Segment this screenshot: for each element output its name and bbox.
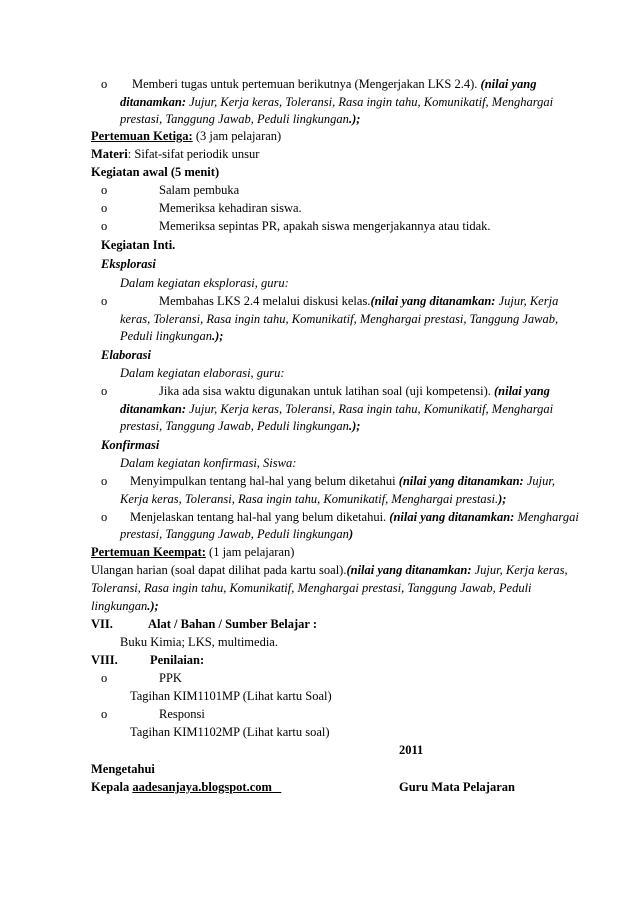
signature-mengetahui: Mengetahui (91, 762, 155, 776)
bullet: o (101, 294, 108, 308)
bullet: o (101, 183, 108, 197)
bullet: o (101, 510, 108, 524)
bullet: o (101, 77, 108, 91)
section-vii-title: Alat / Bahan / Sumber Belajar : (148, 617, 317, 631)
konfirmasi-heading: Konfirmasi (101, 438, 160, 452)
penilaian-item-detail: Tagihan KIM1101MP (Lihat kartu Soal) (130, 689, 332, 703)
section-viii-number: VIII. (91, 653, 118, 667)
bullet: o (101, 671, 108, 685)
bullet: o (101, 219, 108, 233)
elaborasi-item-line3: prestasi, Tanggung Jawab, Peduli lingkungan.); (120, 419, 361, 433)
penilaian-item-label: Responsi (159, 707, 205, 721)
kegiatan-awal-heading: Kegiatan awal (5 menit) (91, 165, 220, 179)
elaborasi-item-line1: Jika ada sisa waktu digunakan untuk latihan soal (uji kompetensi). (nilai yang (159, 384, 550, 398)
bullet: o (101, 201, 108, 215)
penilaian-item-detail: Tagihan KIM1102MP (Lihat kartu soal) (130, 725, 330, 739)
pertemuan-keempat-heading: Pertemuan Keempat: (1 jam pelajaran) (91, 545, 295, 559)
konfirmasi-item1-line2: Kerja keras, Toleransi, Rasa ingin tahu, Komunikatif, Menghargai prestasi.); (120, 492, 507, 506)
elaborasi-heading: Elaborasi (101, 348, 152, 362)
section-vii-number: VII. (91, 617, 113, 631)
bullet: o (101, 707, 108, 721)
pertemuan-keempat-line3: lingkungan.); (91, 599, 159, 613)
konfirmasi-item2-line2: prestasi, Tanggung Jawab, Peduli lingkungan) (120, 527, 354, 541)
penilaian-item-label: PPK (159, 671, 182, 685)
bullet: o (101, 474, 108, 488)
kegiatan-inti-heading: Kegiatan Inti. (101, 238, 176, 252)
pertemuan-keempat-line2: Toleransi, Rasa ingin tahu, Komunikatif, Menghargai prestasi, Tanggung Jawab, Peduli (91, 581, 532, 595)
eksplorasi-intro: Dalam kegiatan eksplorasi, guru: (120, 276, 289, 290)
awal-item: Salam pembuka (159, 183, 240, 197)
signature-kepala: Kepala aadesanjaya.blogspot.com (91, 780, 282, 794)
memberi-tugas-line2: ditanamkan: Jujur, Kerja keras, Toleransi, Rasa ingin tahu, Komunikatif, Menghargai (120, 95, 554, 109)
eksplorasi-item-line3: Peduli lingkungan.); (120, 329, 224, 343)
konfirmasi-intro: Dalam kegiatan konfirmasi, Siswa: (120, 456, 297, 470)
bullet: o (101, 384, 108, 398)
signature-guru: Guru Mata Pelajaran (399, 780, 515, 794)
memberi-tugas-line1: Memberi tugas untuk pertemuan berikutnya (Mengerjakan LKS 2.4). (nilai yang (132, 77, 537, 91)
signature-year: 2011 (399, 743, 424, 757)
eksplorasi-item-line1: Membahas LKS 2.4 melalui diskusi kelas.(nilai yang ditanamkan: Jujur, Kerja (159, 294, 559, 308)
elaborasi-intro: Dalam kegiatan elaborasi, guru: (120, 366, 285, 380)
konfirmasi-item2-line1: Menjelaskan tentang hal-hal yang belum diketahui. (nilai yang ditanamkan: Menghargai (130, 510, 579, 524)
section-vii-content: Buku Kimia; LKS, multimedia. (120, 635, 278, 649)
pertemuan-keempat-line1: Ulangan harian (soal dapat dilihat pada kartu soal).(nilai yang ditanamkan: Jujur, Kerja keras, (91, 563, 568, 577)
eksplorasi-item-line2: keras, Toleransi, Rasa ingin tahu, Komunikatif, Menghargai prestasi, Tanggung Jawab, (120, 312, 559, 326)
awal-item: Memeriksa sepintas PR, apakah siswa mengerjakannya atau tidak. (159, 219, 491, 233)
memberi-tugas-line3: prestasi, Tanggung Jawab, Peduli lingkungan.); (120, 112, 361, 126)
materi-line: Materi: Sifat-sifat periodik unsur (91, 147, 260, 161)
section-viii-title: Penilaian: (150, 653, 205, 667)
pertemuan-ketiga-heading: Pertemuan Ketiga: (3 jam pelajaran) (91, 129, 282, 143)
elaborasi-item-line2: ditanamkan: Jujur, Kerja keras, Toleransi, Rasa ingin tahu, Komunikatif, Menghargai (120, 402, 554, 416)
konfirmasi-item1-line1: Menyimpulkan tentang hal-hal yang belum diketahui (nilai yang ditanamkan: Jujur, (130, 474, 555, 488)
awal-item: Memeriksa kehadiran siswa. (159, 201, 302, 215)
eksplorasi-heading: Eksplorasi (101, 257, 156, 271)
